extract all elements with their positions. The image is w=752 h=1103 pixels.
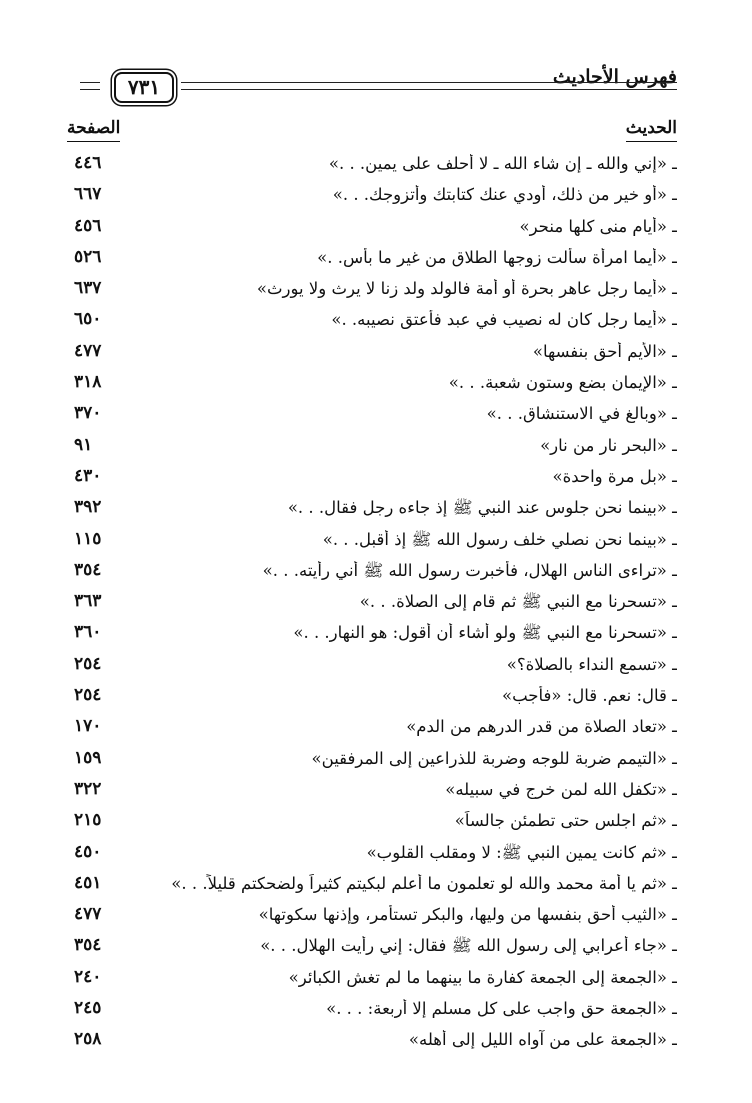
- page-reference: ١٧٠: [74, 716, 102, 737]
- page-reference: ٤٥١: [74, 872, 102, 893]
- column-header-hadith: الحديث: [626, 118, 677, 142]
- hadith-text: ـ «بينما نحن جلوس عند النبي ﷺ إذ جاءه رجل فقال. . .»: [287, 498, 677, 518]
- list-item: [74, 932, 677, 963]
- page-reference: ٣٦٣: [74, 591, 102, 612]
- hadith-text: ـ «أو خير من ذلك، أودي عنك كتابتك وأتزوجك. . .»: [332, 185, 677, 205]
- hadith-text: ـ «التيمم ضربة للوجه وضربة للذراعين إلى المرفقين»: [311, 748, 677, 768]
- list-item: [74, 463, 677, 494]
- page-reference: ٢٤٠: [74, 966, 102, 987]
- hadith-text: ـ «الأيم أحق بنفسها»: [532, 341, 677, 361]
- hadith-text: ـ «جاء أعرابي إلى رسول الله ﷺ فقال: إني رأيت الهلال. . .»: [260, 936, 677, 956]
- page-reference: ٤٣٠: [74, 465, 102, 486]
- hadith-text: ـ «الجمعة حق واجب على كل مسلم إلا أربعة: . . .»: [326, 999, 677, 1019]
- page-reference: ٦٥٠: [74, 309, 102, 330]
- page-reference: ٦٣٧: [74, 278, 102, 299]
- page-reference: ٥٢٦: [74, 246, 102, 267]
- list-item: [74, 557, 677, 588]
- list-item: [74, 526, 677, 557]
- page-reference: ٣٢٢: [74, 778, 102, 799]
- hadith-text: ـ «ثم يا أمة محمد والله لو تعلمون ما أعلم لبكيتم كثيراً ولضحكتم قليلاً. . .»: [171, 873, 677, 893]
- list-item: [74, 369, 677, 400]
- page-number: ٧٣١: [114, 72, 174, 103]
- list-item: [74, 964, 677, 995]
- list-item: [74, 713, 677, 744]
- hadith-text: ـ «تراءى الناس الهلال، فأخبرت رسول الله ﷺ أني رأيته. . .»: [262, 560, 677, 580]
- page-reference: ٢٥٨: [74, 1029, 102, 1050]
- list-item: [74, 181, 677, 212]
- page-reference: ٣١٨: [74, 372, 102, 393]
- hadith-text: ـ «ثم كانت يمين النبي ﷺ: لا ومقلب القلوب»: [366, 842, 677, 862]
- page-reference: ٩١: [74, 434, 93, 455]
- list-item: [74, 1026, 677, 1057]
- list-item: [74, 651, 677, 682]
- page-reference: ٢٤٥: [74, 998, 102, 1019]
- list-item: [74, 338, 677, 369]
- hadith-text: ـ «ثم اجلس حتى تطمئن جالساً»: [454, 811, 677, 831]
- hadith-text: ـ «الجمعة على من آواه الليل إلى أهله»: [408, 1030, 677, 1050]
- page-reference: ٣٥٤: [74, 935, 102, 956]
- page-reference: ٤٥٦: [74, 215, 102, 236]
- column-header-page: الصفحة: [67, 118, 120, 142]
- list-item: [74, 213, 677, 244]
- page-reference: ٤٤٦: [74, 153, 102, 173]
- list-item: [74, 275, 677, 306]
- list-item: [74, 807, 677, 838]
- page-reference: ٤٥٠: [74, 841, 102, 862]
- page-reference: ٢١٥: [74, 810, 102, 831]
- index-page: [67, 48, 677, 1058]
- hadith-text: ـ «الجمعة إلى الجمعة كفارة ما بينهما ما لم تغش الكبائر»: [288, 967, 677, 987]
- hadith-text: ـ «بل مرة واحدة»: [552, 466, 677, 486]
- list-item: [74, 432, 677, 463]
- hadith-text: ـ «أيام منى كلها منحر»: [519, 216, 677, 236]
- page-reference: ١١٥: [74, 528, 102, 549]
- hadith-text: ـ «بينما نحن نصلي خلف رسول الله ﷺ إذ أقبل. . .»: [322, 529, 677, 549]
- hadith-text: ـ «وبالغ في الاستنشاق. . .»: [486, 404, 677, 424]
- hadith-text: ـ «أيما رجل كان له نصيب في عبد فأعتق نصيبه. .»: [331, 310, 677, 330]
- hadith-text: ـ «الإيمان بضع وستون شعبة. . .»: [448, 373, 677, 393]
- page-reference: ٢٥٤: [74, 685, 102, 706]
- hadith-text: ـ «أيما رجل عاهر بحرة أو أمة فالولد ولد زنا لا يرث ولا يورث»: [256, 279, 677, 299]
- list-item: [74, 839, 677, 870]
- list-item: [74, 619, 677, 650]
- list-item: [74, 400, 677, 431]
- page-reference: ١٥٩: [74, 747, 102, 768]
- list-item: [74, 995, 677, 1026]
- hadith-text: ـ «تسمع النداء بالصلاة؟»: [506, 654, 677, 674]
- list-item: [74, 901, 677, 932]
- hadith-text: ـ «تسحرنا مع النبي ﷺ ولو أشاء أن أقول: هو النهار. . .»: [293, 623, 677, 643]
- list-item: [74, 494, 677, 525]
- page-reference: ٤٧٧: [74, 340, 102, 361]
- hadith-text: ـ «البحر نار من نار»: [540, 435, 677, 455]
- page-reference: ٣٧٠: [74, 403, 102, 424]
- hadith-text: ـ «الثيب أحق بنفسها من وليها، والبكر تستأمر، وإذنها سكوتها»: [258, 905, 677, 925]
- hadith-index-list: [74, 150, 677, 1058]
- list-item: [74, 870, 677, 901]
- page-reference: ٦٦٧: [74, 184, 102, 205]
- page-reference: ٣٩٢: [74, 497, 102, 518]
- header-rule-right: [181, 82, 677, 90]
- list-item: [74, 150, 677, 181]
- hadith-text: ـ «تكفل الله لمن خرج في سبيله»: [445, 779, 677, 799]
- page-reference: ٤٧٧: [74, 904, 102, 925]
- list-item: [74, 682, 677, 713]
- running-head-title: فهرس الأحاديث: [552, 66, 677, 88]
- list-item: [74, 244, 677, 275]
- list-item: [74, 776, 677, 807]
- page-reference: ٣٥٤: [74, 559, 102, 580]
- hadith-text: ـ «تعاد الصلاة من قدر الدرهم من الدم»: [406, 717, 677, 737]
- page-reference: ٣٦٠: [74, 622, 102, 643]
- hadith-text: ـ «أيما امرأة سألت زوجها الطلاق من غير ما بأس. .»: [317, 247, 677, 267]
- hadith-text: ـ «إني والله ـ إن شاء الله ـ لا أحلف على يمين. . .»: [328, 154, 677, 173]
- page-reference: ٢٥٤: [74, 653, 102, 674]
- hadith-text: ـ قال: نعم. قال: «فأجب»: [501, 686, 677, 706]
- list-item: [74, 588, 677, 619]
- list-item: [74, 745, 677, 776]
- list-item: [74, 306, 677, 337]
- hadith-text: ـ «تسحرنا مع النبي ﷺ ثم قام إلى الصلاة. . .»: [359, 592, 677, 612]
- header-rule-left: [80, 82, 100, 90]
